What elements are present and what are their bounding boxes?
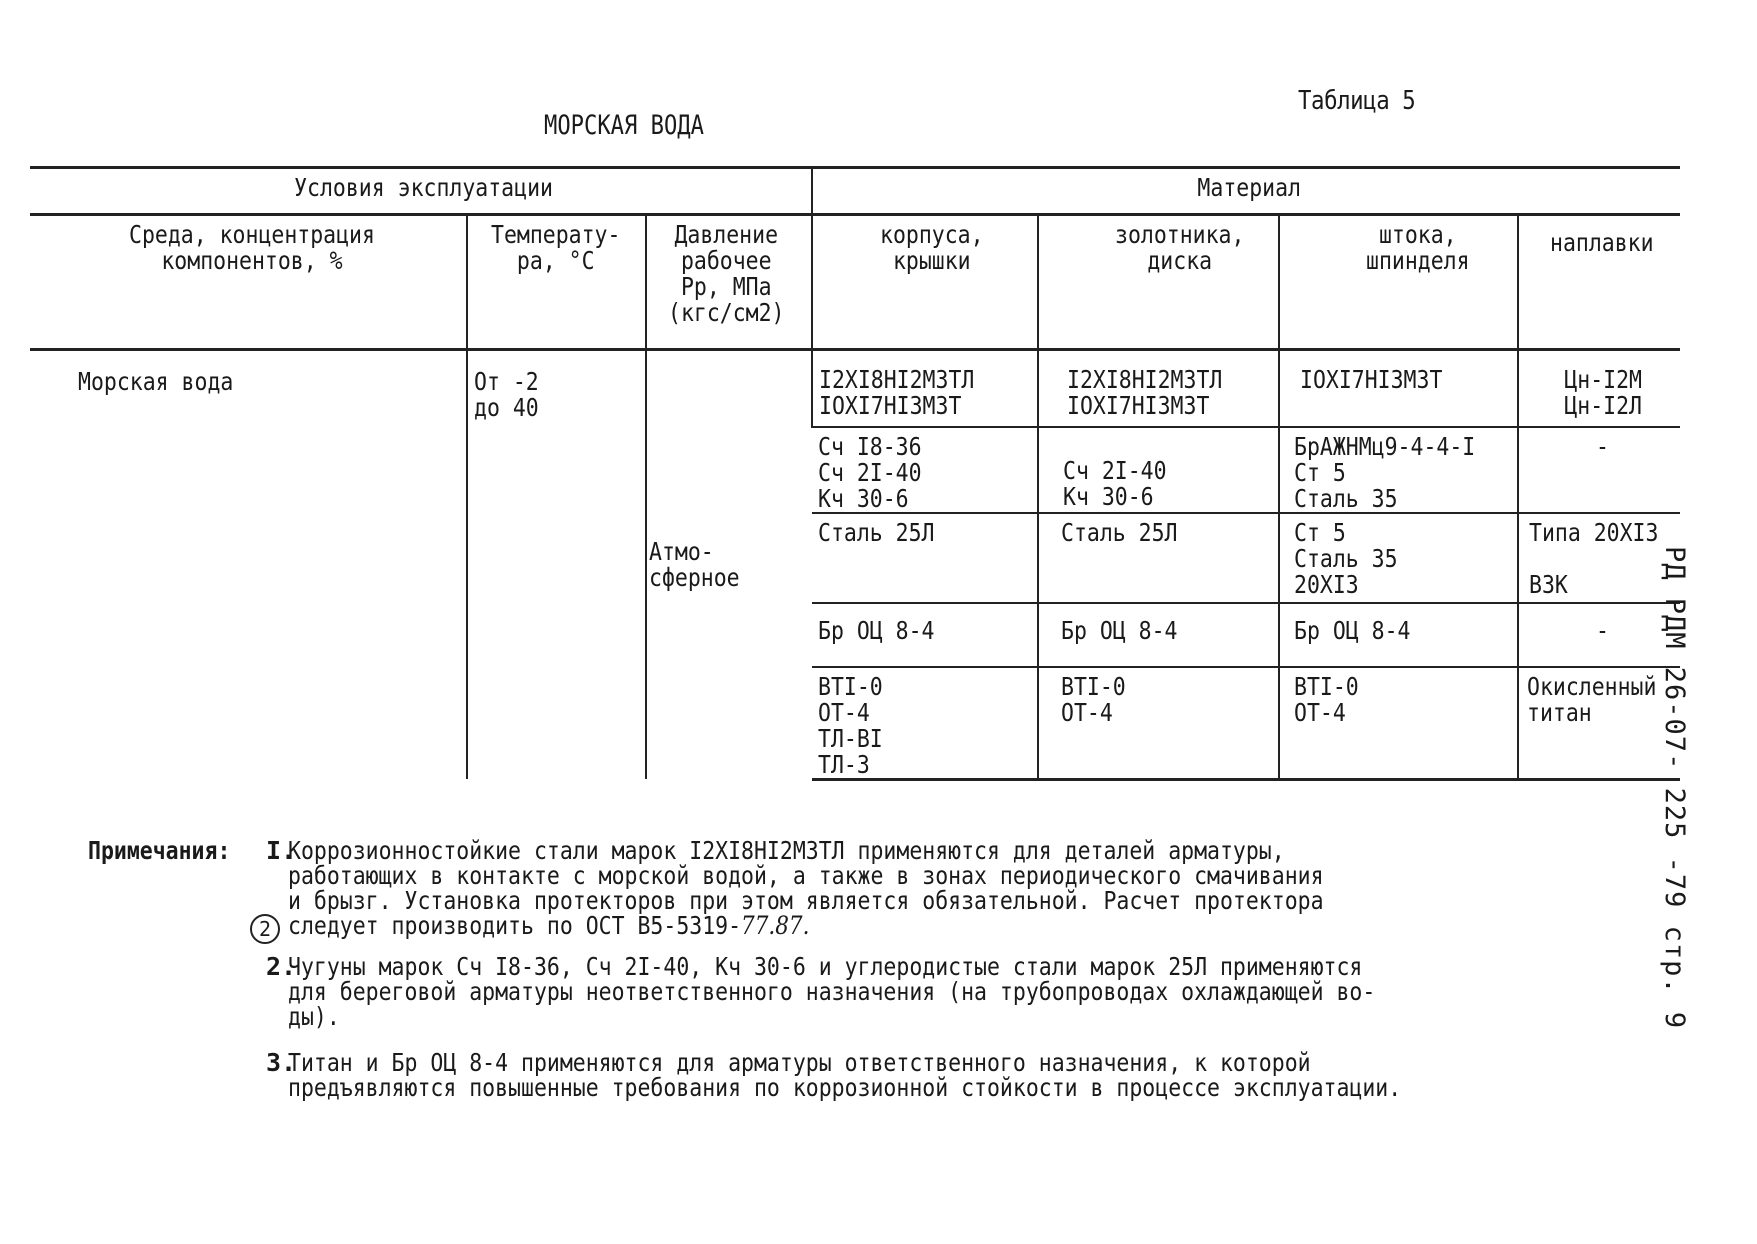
table-row bbox=[30, 350, 1680, 427]
materials-table bbox=[30, 166, 1680, 781]
header-pressure: Давление рабочее Рр, МПа (кгс/см2) bbox=[646, 215, 812, 350]
cell-stem: Ст 5 Сталь 35 20XI3 bbox=[1279, 513, 1518, 603]
cell-disc: Сч 2I-40 Кч 30-6 bbox=[1038, 427, 1279, 513]
note-item bbox=[266, 952, 1668, 1031]
cell-overlay: Окисленный титан bbox=[1518, 667, 1680, 780]
cell-disc: Бр ОЦ 8-4 bbox=[1038, 603, 1279, 667]
header-medium: Среда, концентрация компонентов, % bbox=[30, 215, 467, 350]
cell-stem: IOXI7HI3M3T bbox=[1279, 350, 1518, 427]
group-header-material: Материал bbox=[812, 168, 1680, 215]
cell-medium: Морская вода bbox=[78, 367, 234, 396]
cell-overlay: Типа 20XI3 ВЗК bbox=[1518, 513, 1680, 603]
header-stem-spindle: штока, шпинделя bbox=[1279, 215, 1518, 350]
cell-body: I2XI8HI2M3TЛ IOXI7HI3M3T bbox=[812, 350, 1038, 427]
table-title: МОРСКАЯ ВОДА bbox=[544, 110, 704, 141]
cell-disc: BTI-0 OT-4 bbox=[1038, 667, 1279, 780]
document-code-margin: РД РДМ 26-07- 225 -79 стр. 9 bbox=[1659, 546, 1690, 1030]
cell-body: Бр ОЦ 8-4 bbox=[812, 603, 1038, 667]
circled-mark: 2 bbox=[250, 914, 280, 944]
note-number: I. bbox=[266, 836, 297, 865]
cell-stem: БрАЖНМц9-4-4-I Ст 5 Сталь 35 bbox=[1279, 427, 1518, 513]
note-item bbox=[258, 836, 1668, 941]
table-number: Таблица 5 bbox=[1298, 86, 1416, 116]
cell-overlay: - bbox=[1518, 427, 1680, 513]
header-body-cover: корпуса, крышки bbox=[812, 215, 1038, 350]
group-header-row bbox=[30, 168, 1680, 215]
notes-label: Примечания: bbox=[88, 836, 231, 865]
note-number: 2. bbox=[266, 952, 297, 981]
cell-stem: BTI-0 OT-4 bbox=[1279, 667, 1518, 780]
header-temperature: Температу- ра, °С bbox=[467, 215, 646, 350]
cell-temperature: От -2 до 40 bbox=[467, 350, 646, 780]
note-text: Титан и Бр ОЦ 8-4 применяются для арматуры ответственного назначения, к которой предъявляются повышенные требования по коррозионной стойкости в процессе эксплуатации. bbox=[288, 1048, 1402, 1102]
group-header-conditions: Условия эксплуатации bbox=[30, 168, 812, 215]
note-item bbox=[266, 1048, 1668, 1102]
cell-pressure: Атмо- сферное bbox=[646, 350, 812, 780]
cell-body: BTI-0 OT-4 ТЛ-BI ТЛ-3 bbox=[812, 667, 1038, 780]
column-header-row bbox=[30, 215, 1680, 350]
note-number: 3. bbox=[266, 1048, 297, 1077]
cell-disc: I2XI8HI2M3TЛ IOXI7HI3M3T bbox=[1038, 350, 1279, 427]
note-text: Чугуны марок Сч I8-36, Сч 2I-40, Кч 30-6 и углеродистые стали марок 25Л применяются для береговой арматуры неответственного назначения (на трубопроводах охлаждающей во- ды). bbox=[288, 952, 1376, 1031]
cell-overlay: - bbox=[1518, 603, 1680, 667]
header-gate-disc: золотника, диска bbox=[1038, 215, 1279, 350]
header-overlay: наплавки bbox=[1518, 215, 1680, 350]
cell-stem: Бр ОЦ 8-4 bbox=[1279, 603, 1518, 667]
cell-disc: Сталь 25Л bbox=[1038, 513, 1279, 603]
note-text: Коррозионностойкие стали марок I2XI8HI2M3TЛ применяются для деталей арматуры, работающих в контакте с морской водой, а также в зонах периодического смачивания и брызг. Установка протекторов при этом является обязательной. Расчет протектора следует производить по ОСТ В5-5319-77.87. bbox=[288, 836, 1324, 940]
cell-body: Сталь 25Л bbox=[812, 513, 1038, 603]
cell-body: Сч I8-36 Сч 2I-40 Кч 30-6 bbox=[812, 427, 1038, 513]
handwritten-correction: 77.87. bbox=[741, 911, 810, 940]
cell-overlay: Цн-I2M Цн-I2Л bbox=[1518, 350, 1680, 427]
